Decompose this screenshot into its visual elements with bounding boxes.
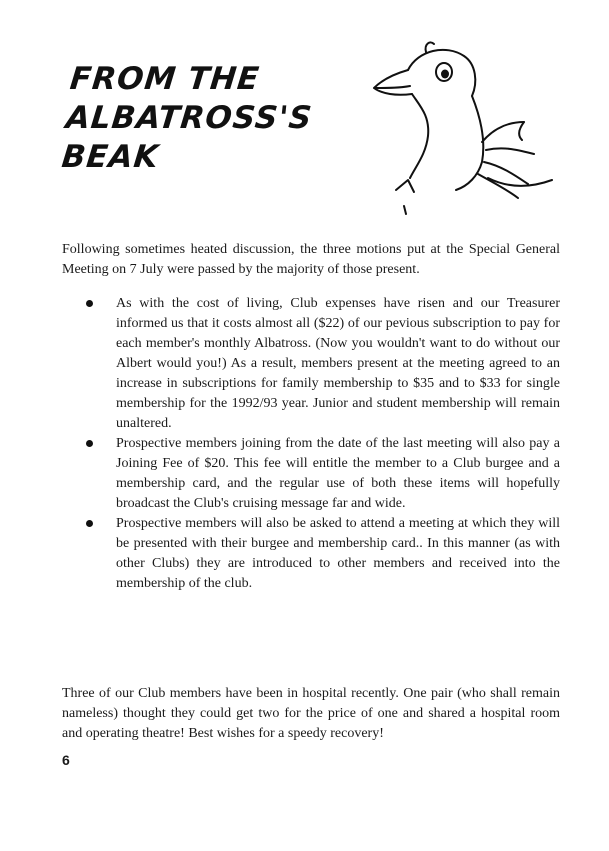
intro-paragraph: Following sometimes heated discussion, the three motions put at the Special General Meeting on 7 July were passed by the majority of those present.: [62, 242, 560, 277]
title-line-2: ALBATROSS'S: [64, 100, 315, 136]
list-item: [86, 514, 560, 594]
closing-paragraph: Three of our Club members have been in hospital recently. One pair (who shall remain nameless) thought they could get two for the price of one and shared a hospital room and operating theatre! Best wishes for a speedy recovery!: [62, 686, 560, 741]
list-item: [86, 434, 560, 514]
page-title: [60, 60, 372, 177]
bullet-icon: [86, 300, 93, 307]
list-item-text: As with the cost of living, Club expenses have risen and our Treasurer informed us that it costs almost all ($22) of our pevious subscription to pay for each member's monthly Albatross. (Now you wouldn't want to do without our Albert would you!) As a result, members present at the meeting agreed to an increase in subscriptions for family membership to $35 and to $33 for single membership for the 1992/93 year. Junior and student membership will remain unaltered.: [116, 296, 560, 431]
list-item-text: Prospective members joining from the date of the last meeting will also pay a Joining Fee of $20. This fee will entitle the member to a Club burgee and a membership card, and the regular use of both these items will hopefully broadcast the Club's cruising message far and wide.: [116, 436, 560, 511]
bullet-icon: [86, 440, 93, 447]
motions-list: [86, 294, 560, 594]
list-item-text: Prospective members will also be asked to attend a meeting at which they will be presented with their burgee and membership card.. In this manner (as with other Clubs) they are introduced to other members and received into the membership of the club.: [116, 516, 560, 591]
list-item: [86, 294, 560, 434]
page-number: 6: [62, 752, 70, 768]
bullet-icon: [86, 520, 93, 527]
albatross-cartoon-icon: [368, 38, 564, 226]
title-line-3: BEAK: [60, 139, 161, 175]
title-line-1: FROM THE: [68, 61, 262, 97]
